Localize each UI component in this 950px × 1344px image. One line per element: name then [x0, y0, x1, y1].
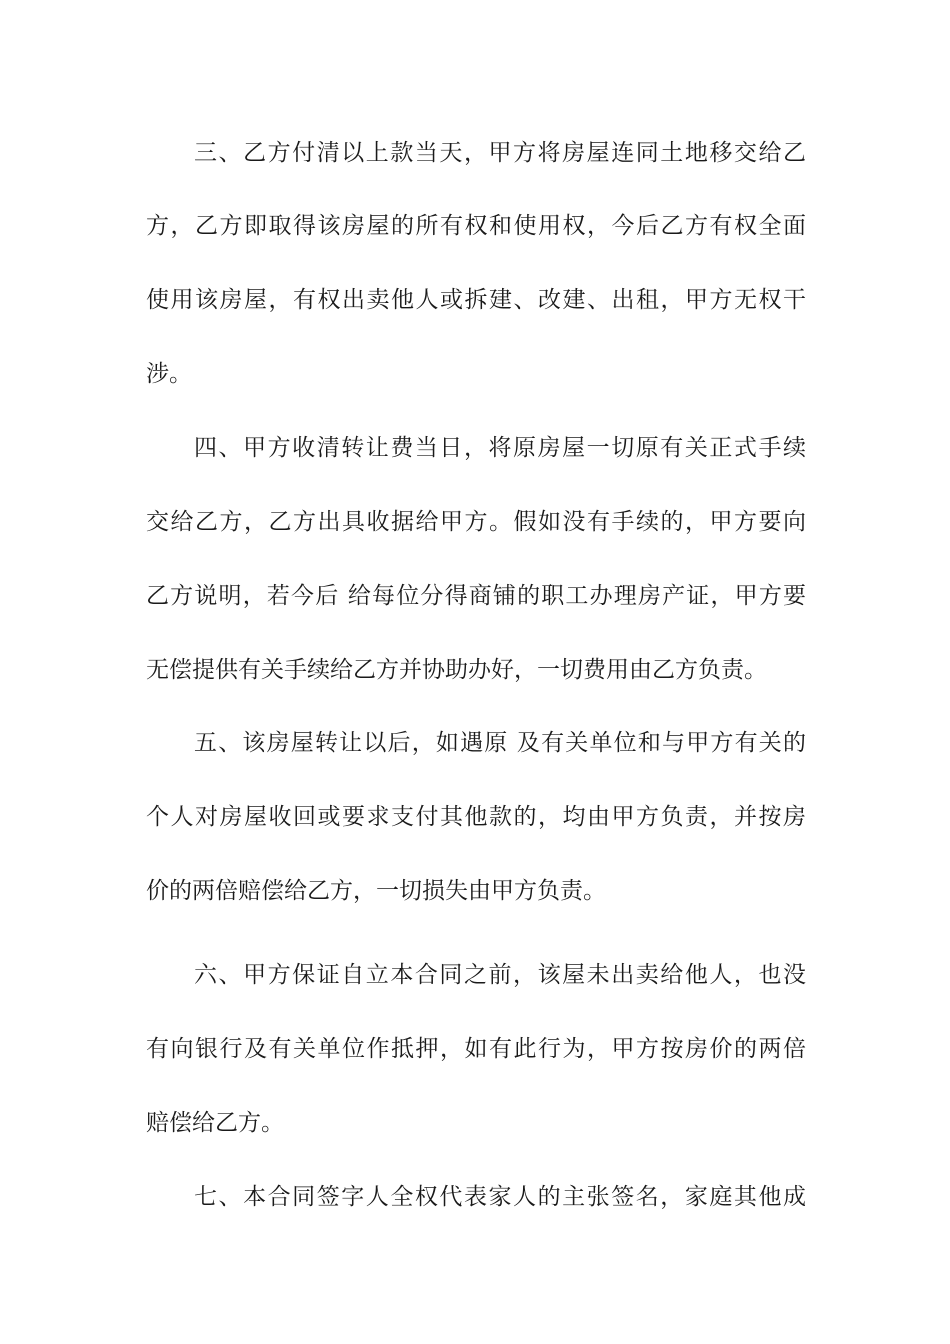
clause-6-line-1: 六、甲方保证自立本合同之前，该屋未出卖给他人，也没	[194, 962, 806, 988]
clause-4-line-1: 四、甲方收清转让费当日，将原房屋一切原有关正式手续	[194, 435, 806, 461]
clause-5-line-1: 五、该房屋转让以后，如遇原 及有关单位和与甲方有关的	[194, 730, 806, 756]
clause-4-line-3: 乙方说明，若今后 给每位分得商铺的职工办理房产证，甲方要	[146, 583, 806, 609]
clause-3-line-4: 涉。	[146, 361, 192, 387]
clause-4-line-2: 交给乙方，乙方出具收据给甲方。假如没有手续的，甲方要向	[146, 509, 806, 535]
clause-5-line-3: 价的两倍赔偿给乙方，一切损失由甲方负责。	[146, 878, 606, 904]
clause-6-line-3: 赔偿给乙方。	[146, 1110, 284, 1136]
clause-3-line-3: 使用该房屋，有权出卖他人或拆建、改建、出租，甲方无权干	[146, 287, 806, 313]
clause-5-line-2: 个人对房屋收回或要求支付其他款的，均由甲方负责，并按房	[146, 804, 806, 830]
clause-6-line-2: 有向银行及有关单位作抵押，如有此行为，甲方按房价的两倍	[146, 1036, 806, 1062]
clause-3-line-2: 方，乙方即取得该房屋的所有权和使用权，今后乙方有权全面	[146, 213, 806, 239]
clause-7-line-1: 七、本合同签字人全权代表家人的主张签名，家庭其他成	[194, 1184, 806, 1210]
clause-4-line-4: 无偿提供有关手续给乙方并协助办好，一切费用由乙方负责。	[146, 657, 767, 683]
clause-3-line-1: 三、乙方付清以上款当天，甲方将房屋连同土地移交给乙	[194, 140, 806, 166]
